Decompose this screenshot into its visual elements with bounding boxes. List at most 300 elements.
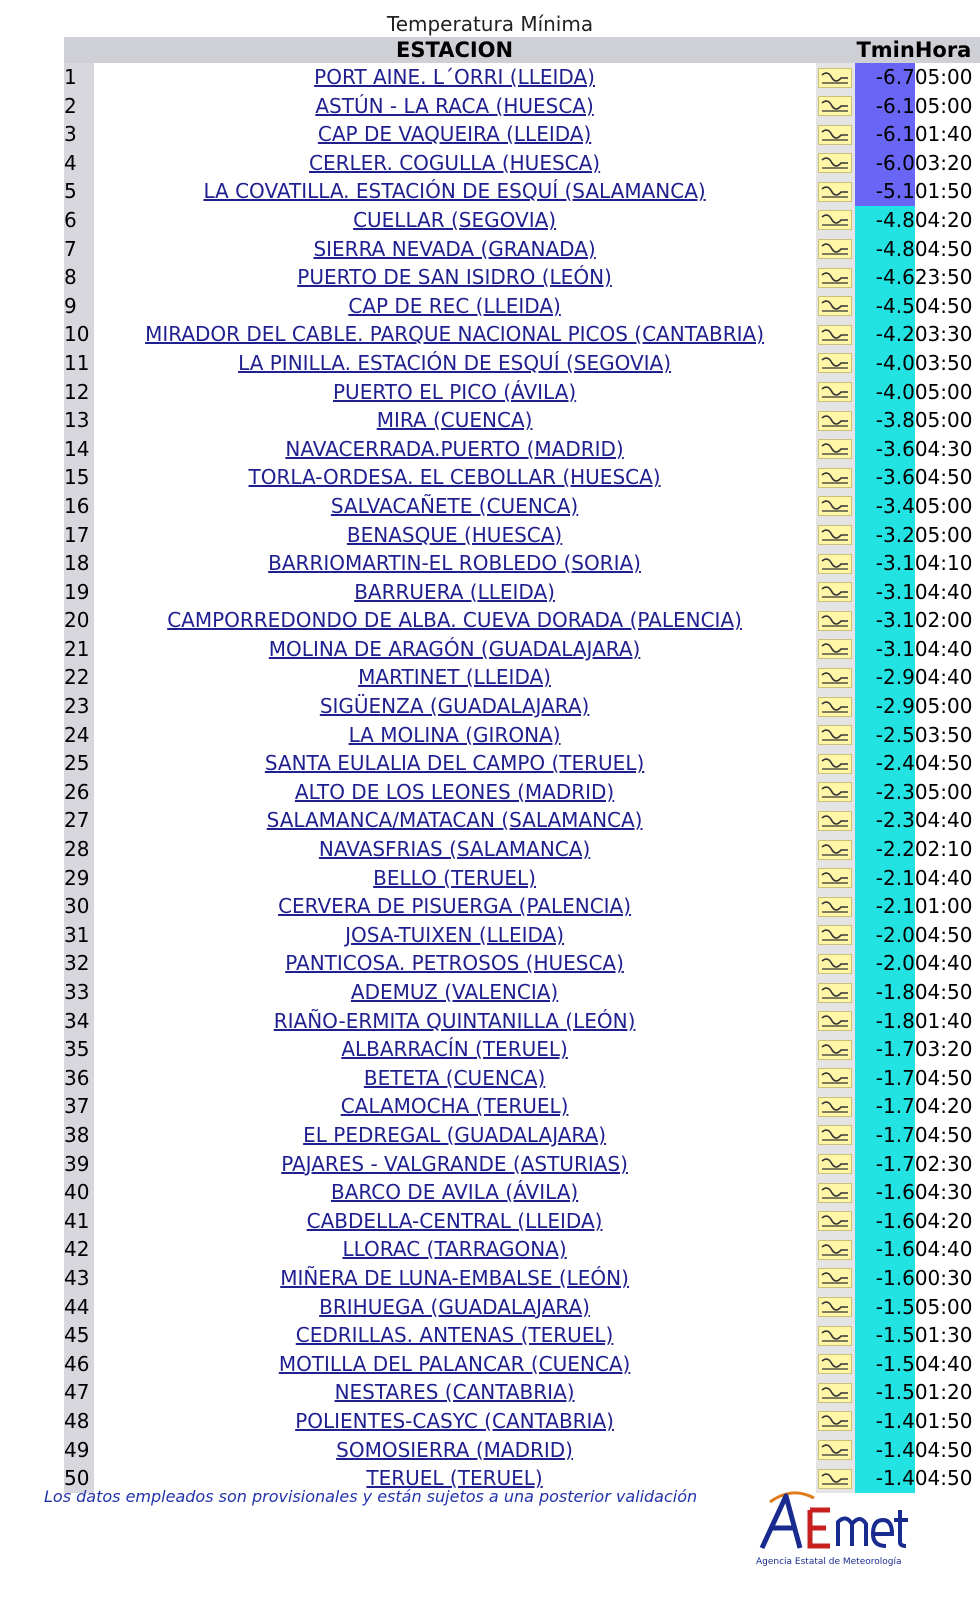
station-link[interactable]: CUELLAR (SEGOVIA)	[353, 207, 557, 232]
graph-icon[interactable]	[818, 897, 852, 917]
graph-icon[interactable]	[818, 96, 852, 116]
rank-cell: 35	[64, 1035, 94, 1064]
graph-cell	[816, 1207, 855, 1236]
station-link[interactable]: BARRUERA (LLEIDA)	[354, 579, 555, 604]
rank-cell: 43	[64, 1264, 94, 1293]
graph-cell	[816, 1121, 855, 1150]
station-link[interactable]: CEDRILLAS. ANTENAS (TERUEL)	[295, 1323, 614, 1348]
station-link[interactable]: NESTARES (CANTABRIA)	[334, 1380, 575, 1405]
hora-cell: 04:40	[914, 1237, 973, 1262]
tmin-cell: -2.2	[855, 835, 915, 864]
station-cell	[94, 1121, 816, 1150]
rank-cell: 46	[64, 1350, 94, 1379]
station-cell	[94, 1235, 816, 1264]
station-link[interactable]: RIAÑO-ERMITA QUINTANILLA (LEÓN)	[273, 1008, 636, 1033]
graph-cell	[816, 1178, 855, 1207]
station-link[interactable]: SALVACAÑETE (CUENCA)	[330, 493, 579, 518]
graph-icon[interactable]	[818, 925, 852, 945]
graph-cell	[816, 1035, 855, 1064]
table-row	[64, 1007, 980, 1036]
hora-cell: 04:50	[914, 1437, 973, 1462]
graph-cell	[816, 292, 855, 321]
tmin-cell: -1.7	[855, 1092, 915, 1121]
graph-cell	[816, 692, 855, 721]
graph-icon[interactable]	[818, 582, 852, 602]
table-row	[64, 1350, 980, 1379]
station-link[interactable]: NAVACERRADA.PUERTO (MADRID)	[285, 436, 624, 461]
rank-cell: 33	[64, 978, 94, 1007]
hora-cell: 05:00	[914, 493, 973, 518]
station-link[interactable]: JOSA-TUIXEN (LLEIDA)	[345, 922, 565, 947]
temperature-table	[64, 37, 980, 1493]
graph-cell	[816, 378, 855, 407]
aemet-logo-caption	[752, 1480, 912, 1570]
rank-cell: 20	[64, 606, 94, 635]
station-link[interactable]: BARCO DE AVILA (ÁVILA)	[330, 1180, 579, 1205]
station-link[interactable]: MOLINA DE ARAGÓN (GUADALAJARA)	[268, 636, 641, 661]
graph-icon[interactable]	[818, 1268, 852, 1288]
tmin-cell: -3.6	[855, 463, 915, 492]
station-link[interactable]: MOTILLA DEL PALANCAR (CUENCA)	[278, 1351, 631, 1376]
station-link[interactable]: CALAMOCHA (TERUEL)	[340, 1094, 569, 1119]
table-row	[64, 63, 980, 92]
station-link[interactable]: LLORAC (TARRAGONA)	[342, 1237, 567, 1262]
table-header-row	[64, 37, 980, 63]
station-link[interactable]: MARTINET (LLEIDA)	[358, 665, 551, 690]
rank-cell: 22	[64, 663, 94, 692]
graph-icon[interactable]	[818, 1240, 852, 1260]
table-row	[64, 635, 980, 664]
rank-cell: 7	[64, 235, 94, 264]
graph-icon[interactable]	[818, 296, 852, 316]
station-link[interactable]: PUERTO DE SAN ISIDRO (LEÓN)	[297, 265, 612, 290]
tmin-cell: -1.5	[855, 1321, 915, 1350]
graph-icon[interactable]	[818, 1383, 852, 1403]
station-cell	[94, 1350, 816, 1379]
rank-cell: 12	[64, 378, 94, 407]
graph-icon[interactable]	[818, 382, 852, 402]
aemet-logo	[752, 1480, 912, 1570]
tmin-cell: -5.1	[855, 177, 915, 206]
tmin-cell: -6.0	[855, 149, 915, 178]
station-cell	[94, 1264, 816, 1293]
graph-icon[interactable]	[818, 1211, 852, 1231]
rank-cell: 31	[64, 921, 94, 950]
rank-cell: 25	[64, 749, 94, 778]
rank-cell: 34	[64, 1007, 94, 1036]
rank-cell: 36	[64, 1064, 94, 1093]
graph-icon[interactable]	[818, 668, 852, 688]
graph-cell	[816, 721, 855, 750]
hora-cell: 05:00	[914, 694, 973, 719]
table-row	[64, 578, 980, 607]
rank-cell: 11	[64, 349, 94, 378]
graph-icon[interactable]	[818, 1011, 852, 1031]
rank-cell: 44	[64, 1293, 94, 1322]
station-link[interactable]: CAMPORREDONDO DE ALBA. CUEVA DORADA (PALENCIA)	[167, 608, 742, 633]
table-row	[64, 1235, 980, 1264]
station-link[interactable]: CABDELLA-CENTRAL (LLEIDA)	[306, 1208, 603, 1233]
station-link[interactable]: ALTO DE LOS LEONES (MADRID)	[294, 779, 615, 804]
rank-cell: 37	[64, 1092, 94, 1121]
hora-cell: 02:00	[914, 608, 973, 633]
tmin-cell: -4.0	[855, 378, 915, 407]
graph-icon[interactable]	[818, 153, 852, 173]
station-cell	[94, 1207, 816, 1236]
station-cell	[94, 721, 816, 750]
graph-icon[interactable]	[818, 754, 852, 774]
graph-icon[interactable]	[818, 1440, 852, 1460]
graph-icon[interactable]	[818, 1326, 852, 1346]
station-link[interactable]: ADEMUZ (VALENCIA)	[350, 980, 559, 1004]
hora-cell: 04:50	[914, 922, 973, 947]
header-hora: Hora	[915, 37, 980, 63]
graph-icon[interactable]	[818, 1183, 852, 1203]
graph-cell	[816, 92, 855, 121]
graph-icon[interactable]	[818, 353, 852, 373]
graph-icon[interactable]	[818, 125, 852, 145]
tmin-cell: -4.0	[855, 349, 915, 378]
station-link[interactable]: TERUEL (TERUEL)	[366, 1466, 543, 1491]
hora-cell: 04:40	[914, 808, 973, 833]
hora-cell: 04:50	[914, 236, 973, 261]
table-row	[64, 1092, 980, 1121]
tmin-cell: -1.5	[855, 1293, 915, 1322]
table-row	[64, 606, 980, 635]
hora-cell: 05:00	[914, 408, 973, 433]
station-link[interactable]: POLIENTES-CASYC (CANTABRIA)	[295, 1408, 614, 1433]
graph-icon[interactable]	[818, 1411, 852, 1431]
graph-cell	[816, 1350, 855, 1379]
tmin-cell: -1.5	[855, 1350, 915, 1379]
tmin-cell: -2.4	[855, 749, 915, 778]
station-link[interactable]: CERVERA DE PISUERGA (PALENCIA)	[278, 894, 632, 919]
tmin-cell: -2.5	[855, 721, 915, 750]
station-cell	[94, 406, 816, 435]
table-row	[64, 1035, 980, 1064]
graph-cell	[816, 435, 855, 464]
header-graph	[816, 37, 855, 63]
table-row	[64, 806, 980, 835]
hora-cell: 04:50	[914, 980, 973, 1004]
tmin-cell: -4.6	[855, 263, 915, 292]
graph-icon[interactable]	[818, 210, 852, 230]
rank-cell: 15	[64, 463, 94, 492]
graph-icon[interactable]	[818, 639, 852, 659]
graph-cell	[816, 120, 855, 149]
table-row	[64, 120, 980, 149]
hora-cell: 01:50	[914, 179, 973, 204]
graph-icon[interactable]	[818, 411, 852, 431]
graph-icon[interactable]	[818, 1125, 852, 1145]
table-row	[64, 978, 980, 1007]
station-link[interactable]: SOMOSIERRA (MADRID)	[336, 1437, 573, 1462]
graph-icon[interactable]	[818, 182, 852, 202]
tmin-cell: -3.1	[855, 635, 915, 664]
table-row	[64, 1178, 980, 1207]
tmin-cell: -1.4	[855, 1436, 915, 1465]
graph-cell	[816, 349, 855, 378]
hora-cell: 23:50	[914, 265, 973, 290]
station-link[interactable]: SIGÜENZA (GUADALAJARA)	[319, 694, 590, 719]
hora-cell: 03:30	[914, 322, 973, 347]
graph-icon[interactable]	[818, 1097, 852, 1117]
hora-cell: 05:00	[914, 779, 973, 804]
tmin-cell: -1.6	[855, 1207, 915, 1236]
station-link[interactable]: MIRADOR DEL CABLE. PARQUE NACIONAL PICOS (CANTABRIA)	[145, 322, 765, 347]
station-cell	[94, 1436, 816, 1465]
graph-icon[interactable]	[818, 68, 852, 88]
station-link[interactable]: BETETA (CUENCA)	[363, 1065, 546, 1090]
station-cell	[94, 463, 816, 492]
tmin-cell: -3.1	[855, 606, 915, 635]
tmin-cell: -4.5	[855, 292, 915, 321]
rank-cell: 9	[64, 292, 94, 321]
table-row	[64, 406, 980, 435]
rank-cell: 50	[64, 1464, 94, 1493]
table-row	[64, 892, 980, 921]
hora-cell: 05:00	[914, 93, 973, 118]
table-row	[64, 1293, 980, 1322]
station-link[interactable]: EL PEDREGAL (GUADALAJARA)	[303, 1122, 607, 1147]
station-cell	[94, 663, 816, 692]
table-row	[64, 663, 980, 692]
graph-cell	[816, 177, 855, 206]
table-row	[64, 921, 980, 950]
station-cell	[94, 378, 816, 407]
graph-cell	[816, 549, 855, 578]
hora-cell: 01:20	[914, 1380, 973, 1405]
hora-cell: 04:50	[914, 293, 973, 318]
station-link[interactable]: SANTA EULALIA DEL CAMPO (TERUEL)	[264, 751, 645, 776]
station-link[interactable]: NAVASFRIAS (SALAMANCA)	[318, 837, 591, 862]
station-cell	[94, 92, 816, 121]
graph-icon[interactable]	[818, 239, 852, 259]
graph-cell	[816, 406, 855, 435]
station-link[interactable]: BENASQUE (HUESCA)	[346, 522, 563, 547]
graph-cell	[816, 978, 855, 1007]
graph-cell	[816, 1378, 855, 1407]
graph-icon[interactable]	[818, 439, 852, 459]
graph-icon[interactable]	[818, 325, 852, 345]
graph-icon[interactable]	[818, 782, 852, 802]
table-row	[64, 1378, 980, 1407]
station-cell	[94, 521, 816, 550]
graph-icon[interactable]	[818, 1068, 852, 1088]
tmin-cell: -1.7	[855, 1150, 915, 1179]
table-row	[64, 1321, 980, 1350]
table-row	[64, 149, 980, 178]
hora-cell: 05:00	[914, 1294, 973, 1319]
table-row	[64, 235, 980, 264]
station-cell	[94, 549, 816, 578]
graph-cell	[816, 921, 855, 950]
station-cell	[94, 435, 816, 464]
station-cell	[94, 921, 816, 950]
tmin-cell: -6.7	[855, 63, 915, 92]
hora-cell: 04:40	[914, 636, 973, 661]
graph-icon[interactable]	[818, 954, 852, 974]
hora-cell: 04:50	[914, 1466, 973, 1491]
station-link[interactable]: BELLO (TERUEL)	[373, 865, 536, 890]
station-link[interactable]: CERLER. COGULLA (HUESCA)	[309, 150, 601, 175]
graph-icon[interactable]	[818, 868, 852, 888]
rank-cell: 14	[64, 435, 94, 464]
tmin-cell: -1.7	[855, 1035, 915, 1064]
table-row	[64, 435, 980, 464]
station-link[interactable]: TORLA-ORDESA. EL CEBOLLAR (HUESCA)	[248, 465, 661, 490]
station-link[interactable]: ASTÚN - LA RACA (HUESCA)	[315, 93, 594, 118]
hora-cell: 02:30	[914, 1151, 973, 1176]
table-row	[64, 492, 980, 521]
station-link[interactable]: MIÑERA DE LUNA-EMBALSE (LEÓN)	[280, 1265, 629, 1290]
graph-icon[interactable]	[818, 1297, 852, 1317]
rank-cell: 21	[64, 635, 94, 664]
graph-cell	[816, 463, 855, 492]
graph-cell	[816, 149, 855, 178]
station-cell	[94, 806, 816, 835]
graph-icon[interactable]	[818, 554, 852, 574]
station-link[interactable]: CAP DE REC (LLEIDA)	[348, 293, 561, 318]
tmin-cell: -3.8	[855, 406, 915, 435]
graph-icon[interactable]	[818, 811, 852, 831]
graph-icon[interactable]	[818, 525, 852, 545]
hora-cell: 04:50	[914, 465, 973, 490]
station-cell	[94, 1092, 816, 1121]
graph-icon[interactable]	[818, 468, 852, 488]
hora-cell: 05:00	[914, 379, 973, 404]
station-link[interactable]: BARRIOMARTIN-EL ROBLEDO (SORIA)	[268, 551, 641, 576]
header-station: ESTACION	[94, 37, 816, 63]
tmin-cell: -3.6	[855, 435, 915, 464]
hora-cell: 04:50	[914, 751, 973, 776]
graph-cell	[816, 1150, 855, 1179]
graph-icon[interactable]	[818, 268, 852, 288]
table-row	[64, 92, 980, 121]
station-link[interactable]: SALAMANCA/MATACAN (SALAMANCA)	[266, 808, 643, 833]
station-link[interactable]: PORT AINE. L´ORRI (LLEIDA)	[314, 65, 595, 89]
station-link[interactable]: LA PINILLA. ESTACIÓN DE ESQUÍ (SEGOVIA)	[238, 350, 672, 375]
station-cell	[94, 1407, 816, 1436]
rank-cell: 4	[64, 149, 94, 178]
graph-icon[interactable]	[818, 496, 852, 516]
station-link[interactable]: LA MOLINA (GIRONA)	[348, 722, 561, 747]
tmin-cell: -1.6	[855, 1178, 915, 1207]
graph-icon[interactable]	[818, 983, 852, 1003]
tmin-cell: -2.1	[855, 892, 915, 921]
graph-cell	[816, 263, 855, 292]
rank-cell: 27	[64, 806, 94, 835]
rank-cell: 38	[64, 1121, 94, 1150]
svg-text:Agencia Estatal de Meteorologí: Agencia Estatal de Meteorología	[756, 1557, 902, 1567]
rank-cell: 30	[64, 892, 94, 921]
graph-cell	[816, 778, 855, 807]
graph-icon[interactable]	[818, 1354, 852, 1374]
table-row	[64, 320, 980, 349]
station-cell	[94, 492, 816, 521]
graph-icon[interactable]	[818, 697, 852, 717]
station-cell	[94, 949, 816, 978]
rank-cell: 40	[64, 1178, 94, 1207]
station-cell	[94, 606, 816, 635]
rank-cell: 32	[64, 949, 94, 978]
hora-cell: 01:40	[914, 1008, 973, 1033]
graph-cell	[816, 949, 855, 978]
table-row	[64, 778, 980, 807]
hora-cell: 05:00	[914, 522, 973, 547]
rank-cell: 19	[64, 578, 94, 607]
graph-icon[interactable]	[818, 840, 852, 860]
graph-icon[interactable]	[818, 1040, 852, 1060]
rank-cell: 29	[64, 864, 94, 893]
station-cell	[94, 835, 816, 864]
table-row	[64, 206, 980, 235]
graph-icon[interactable]	[818, 1154, 852, 1174]
rank-cell: 23	[64, 692, 94, 721]
table-row	[64, 721, 980, 750]
station-cell	[94, 320, 816, 349]
tmin-cell: -2.9	[855, 692, 915, 721]
tmin-cell: -6.1	[855, 92, 915, 121]
table-row	[64, 463, 980, 492]
hora-cell: 02:10	[914, 837, 973, 862]
station-link[interactable]: PAJARES - VALGRANDE (ASTURIAS)	[281, 1151, 628, 1176]
table-row	[64, 521, 980, 550]
table-row	[64, 549, 980, 578]
rank-cell: 13	[64, 406, 94, 435]
station-link[interactable]: LA COVATILLA. ESTACIÓN DE ESQUÍ (SALAMANCA)	[203, 179, 706, 204]
rank-cell: 24	[64, 721, 94, 750]
station-cell	[94, 206, 816, 235]
table-row	[64, 378, 980, 407]
table-row	[64, 1436, 980, 1465]
station-cell	[94, 120, 816, 149]
hora-cell: 04:40	[914, 579, 973, 604]
station-link[interactable]: PANTICOSA. PETROSOS (HUESCA)	[285, 951, 624, 976]
station-link[interactable]: MIRA (CUENCA)	[376, 408, 533, 433]
graph-cell	[816, 1293, 855, 1322]
table-row	[64, 1150, 980, 1179]
station-link[interactable]: ALBARRACÍN (TERUEL)	[341, 1037, 568, 1062]
disclaimer-text: Los datos empleados son provisionales y están sujetos a una posterior validación	[44, 1487, 698, 1506]
rank-cell: 28	[64, 835, 94, 864]
tmin-cell: -2.0	[855, 949, 915, 978]
station-link[interactable]: SIERRA NEVADA (GRANADA)	[313, 236, 596, 261]
tmin-cell: -3.1	[855, 549, 915, 578]
hora-cell: 04:30	[914, 436, 973, 461]
hora-cell: 04:40	[914, 951, 973, 976]
graph-icon[interactable]	[818, 725, 852, 745]
graph-cell	[816, 635, 855, 664]
tmin-cell: -1.8	[855, 978, 915, 1007]
graph-cell	[816, 1092, 855, 1121]
station-cell	[94, 692, 816, 721]
tmin-cell: -1.6	[855, 1235, 915, 1264]
tmin-cell: -2.3	[855, 806, 915, 835]
graph-cell	[816, 1436, 855, 1465]
tmin-cell: -3.2	[855, 521, 915, 550]
station-cell	[94, 1064, 816, 1093]
hora-cell: 01:40	[914, 122, 973, 147]
station-link[interactable]: BRIHUEGA (GUADALAJARA)	[319, 1294, 590, 1319]
station-link[interactable]: PUERTO EL PICO (ÁVILA)	[333, 379, 577, 404]
station-cell	[94, 978, 816, 1007]
station-cell	[94, 1150, 816, 1179]
station-cell	[94, 1293, 816, 1322]
station-link[interactable]: CAP DE VAQUEIRA (LLEIDA)	[317, 122, 592, 147]
table-row	[64, 292, 980, 321]
graph-icon[interactable]	[818, 611, 852, 631]
